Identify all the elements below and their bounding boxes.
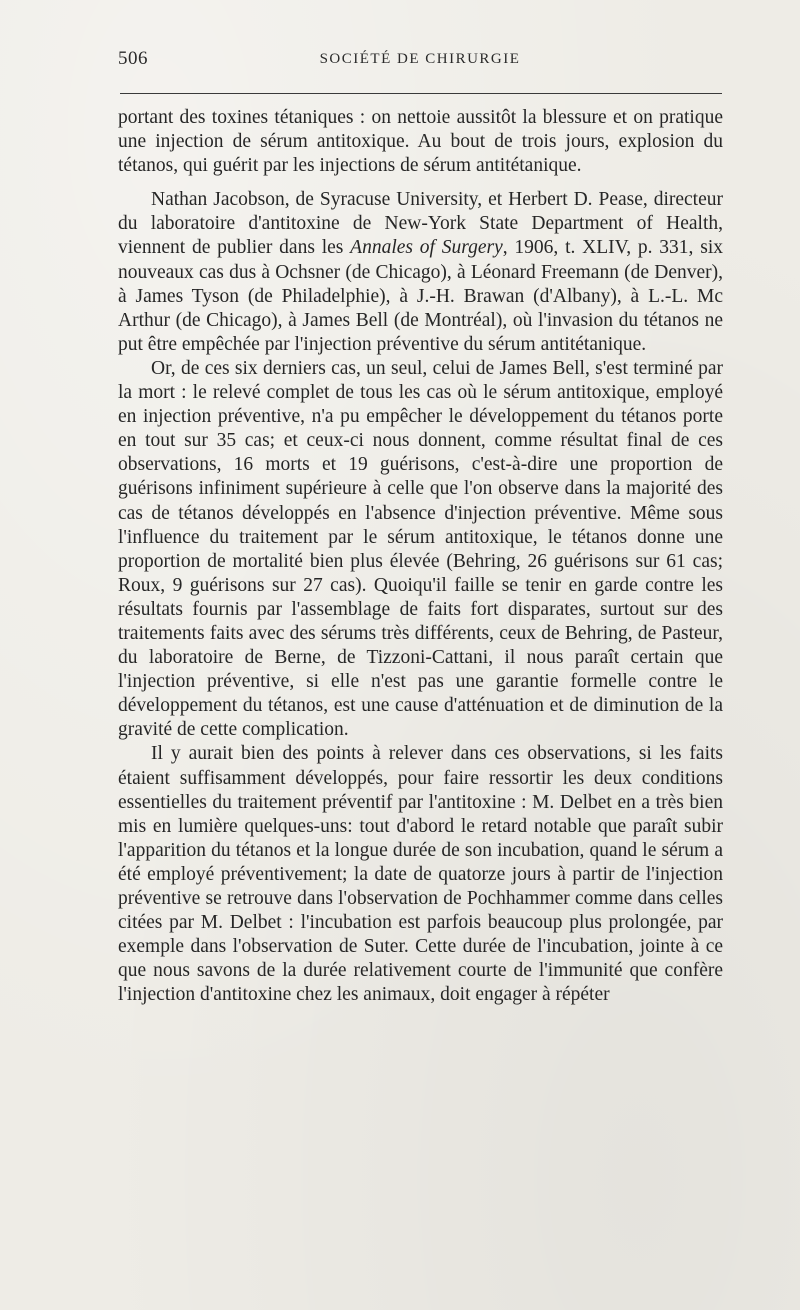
page-number: 506 [118,48,148,69]
paragraph-observations: Il y aurait bien des points à relever dans ces observations, si les faits étaient suffisamment développés, pour faire ressortir les deux conditions essentielles du traitement préventif par l'antitoxine : M. Delbet en a très bien mis en lumière quelques-uns: tout d'abord le retard notable que paraît subir l'apparition du tétanos et la longue durée de son incubation, quand le sérum a été employé préventivement; la date de quatorze jours à partir de l'injection préventive se retrouve dans l'observation de Pochhammer comme dans celles citées par M. Delbet : l'incubation est parfois beaucoup plus prolongée, par exemple dans l'observation de Suter. Cette durée de l'incubation, jointe à ce que nous savons de la durée relativement courte de l'immunité que confère l'injection d'antitoxine chez les animaux, doit engager à répéter [118,743,723,1006]
paragraph-jacobson [118,188,723,357]
paragraph-statistics: Or, de ces six derniers cas, un seul, celui de James Bell, s'est terminé par la mort : le relevé complet de tous les cas où le sérum antitoxique, employé en injection préventive, n'a pu empêcher le développement du tétanos porte en tout sur 35 cas; et ceux-ci nous donnent, comme résultat final de ces observations, 16 morts et 19 guérisons, c'est-à-dire une proportion de guérisons infiniment supérieure à celle que l'on observe dans la majorité des cas de tétanos développés en l'absence d'injection préventive. Même sous l'influence du traitement par le sérum antitoxique, le tétanos donne une proportion de mortalité bien plus élevée (Behring, 26 guérisons sur 61 cas; Roux, 9 guérisons sur 27 cas). Quoiqu'il faille se tenir en garde contre les résultats fournis par l'assemblage de faits fort disparates, surtout sur des traitements faits avec des sérums très différents, ceux de Behring, de Pasteur, du laboratoire de Berne, de Tizzoni-Cattani, il nous paraît certain que l'injection préventive, si elle n'est pas une garantie formelle contre le développement du tétanos, est une cause d'atténuation et de diminution de la gravité de cette complication. [118,357,723,741]
journal-title: Annales of Surgery [350,237,503,259]
paragraph-jacobson-text-after: , 1906, t. XLIV, p. 331, six nouveaux cas dus à Ochsner (de Chicago), à Léonard Freemann (de Denver), à James Tyson (de Philadelphie), à J.-H. Brawan (d'Albany), à L.-L. Mc Arthur (de Chicago), à James Bell (de Montréal), où l'invasion du tétanos ne put être empêchée par l'injection préventive du sérum antitétanique. [118,237,723,355]
running-head: SOCIÉTÉ DE CHIRURGIE [319,51,521,67]
body-text [118,106,723,1007]
header-rule [120,93,722,94]
page-header [118,48,722,74]
paragraph-continued: portant des toxines tétaniques : on nettoie aussitôt la blessure et on pratique une injection de sérum antitoxique. Au bout de trois jours, explosion du tétanos, qui guérit par les injections de sérum antitétanique. [118,107,723,177]
paragraph-jacobson-text-before: Nathan Jacobson, de Syracuse University, et Herbert D. Pease, directeur du laboratoire d'antitoxine de New-York State Department of Health, viennent de publier dans les [118,189,723,259]
